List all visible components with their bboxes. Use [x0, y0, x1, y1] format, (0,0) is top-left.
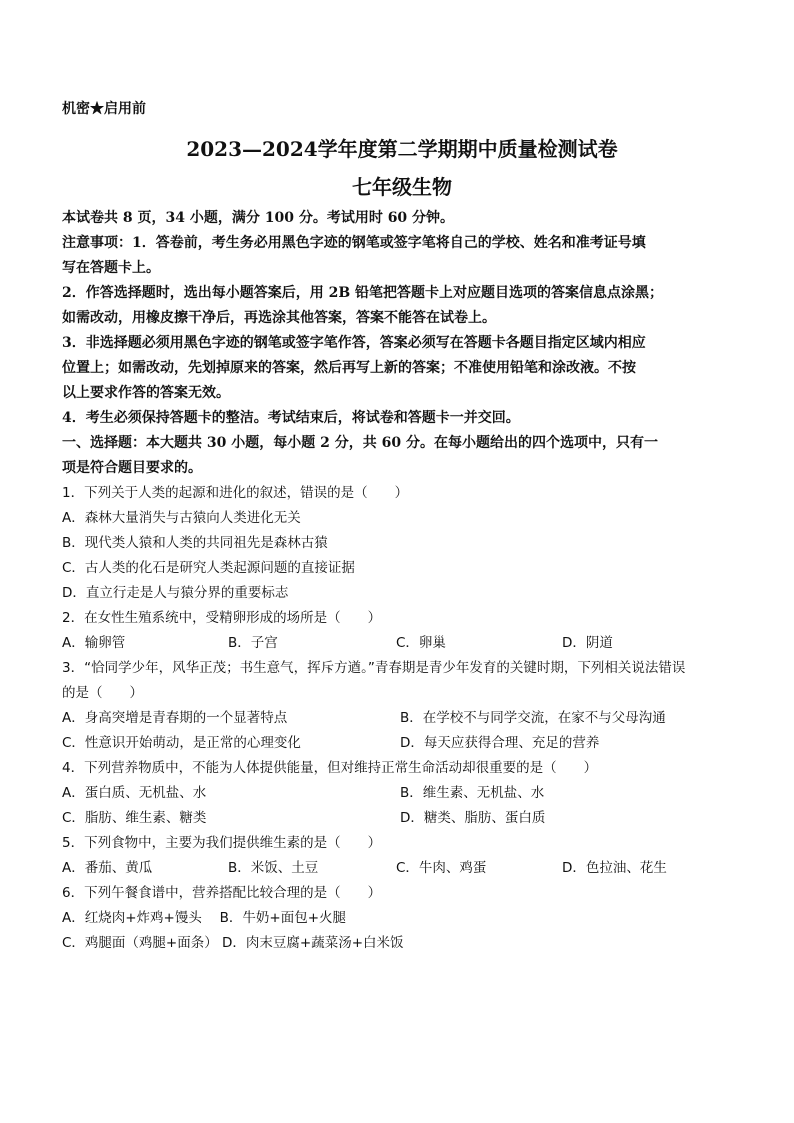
options-row	[62, 856, 742, 881]
question-stem: 3．“恰同学少年，风华正茂；书生意气，挥斥方遒。”青春期是青少年发育的关键时期，下列相关说法错误	[62, 660, 686, 676]
option-a: A．番茄、黄瓜	[62, 860, 153, 876]
option-a: A．蛋白质、无机盐、水	[62, 785, 207, 801]
option-c: C．古人类的化石是研究人类起源问题的直接证据	[62, 560, 355, 576]
options-line-cd: C．鸡腿面（鸡腿+面条） D．肉末豆腐+蔬菜汤+白米饭	[62, 935, 404, 951]
question-4	[62, 756, 742, 831]
question-2	[62, 606, 742, 656]
exam-subtitle: 七年级生物	[352, 175, 452, 199]
option-c: C．性意识开始萌动，是正常的心理变化	[62, 735, 301, 751]
instruction-line: 注意事项：1．答卷前，考生务必用黑色字迹的钢笔或签字笔将自己的学校、姓名和准考证号填	[62, 235, 646, 251]
exam-title: 2023—2024学年度第二学期期中质量检测试卷	[186, 137, 618, 161]
option-a: A．森林大量消失与古猿向人类进化无关	[62, 510, 301, 526]
options-row	[62, 731, 742, 756]
question-stem: 6．下列午餐食谱中，营养搭配比较合理的是（ ）	[62, 885, 382, 901]
option-b: B．在学校不与同学交流，在家不与父母沟通	[400, 710, 666, 726]
options-row	[62, 631, 742, 656]
question-stem: 5．下列食物中，主要为我们提供维生素的是（ ）	[62, 835, 382, 851]
option-d: D．阴道	[562, 635, 613, 651]
option-c: C．脂肪、维生素、糖类	[62, 810, 207, 826]
instruction-line: 位置上；如需改动，先划掉原来的答案，然后再写上新的答案；不准使用铅笔和涂改液。不按	[62, 360, 636, 376]
options-row	[62, 781, 742, 806]
question-stem: 4．下列营养物质中，不能为人体提供能量，但对维持正常生命活动却很重要的是（ ）	[62, 760, 598, 776]
option-d: D．色拉油、花生	[562, 860, 667, 876]
section-heading: 项是符合题目要求的。	[62, 460, 202, 476]
option-b: B．维生素、无机盐、水	[400, 785, 545, 801]
instruction-line: 以上要求作答的答案无效。	[62, 385, 230, 401]
instructions	[62, 206, 742, 481]
instruction-line: 本试卷共 8 页，34 小题，满分 100 分。考试用时 60 分钟。	[62, 210, 455, 226]
confidential-label: 机密★启用前	[62, 101, 146, 117]
section-heading: 一、选择题：本大题共 30 小题，每小题 2 分，共 60 分。在每小题给出的四个选项中，只有一	[62, 435, 658, 451]
instruction-line: 2．作答选择题时，选出每小题答案后，用 2B 铅笔把答题卡上对应题目选项的答案信息点涂黑；	[62, 285, 664, 301]
question-1	[62, 481, 742, 606]
option-a: A．身高突增是青春期的一个显著特点	[62, 710, 288, 726]
option-d: D．糖类、脂肪、蛋白质	[400, 810, 546, 826]
instruction-line: 3．非选择题必须用黑色字迹的钢笔或签字笔作答，答案必须写在答题卡各题目指定区域内相应	[62, 335, 646, 351]
instruction-line: 写在答题卡上。	[62, 260, 160, 276]
option-b: B．米饭、土豆	[228, 860, 319, 876]
options-row	[62, 706, 742, 731]
question-stem-continued: 的是（ ）	[62, 685, 143, 701]
option-c: C．牛肉、鸡蛋	[396, 860, 487, 876]
options-line-ab: A．红烧肉+炸鸡+馒头 B．牛奶+面包+火腿	[62, 910, 347, 926]
question-stem: 2．在女性生殖系统中，受精卵形成的场所是（ ）	[62, 610, 382, 626]
option-b: B．现代类人猿和人类的共同祖先是森林古猿	[62, 535, 328, 551]
exam-page	[62, 96, 742, 956]
instruction-line: 4．考生必须保持答题卡的整洁。考试结束后，将试卷和答题卡一并交回。	[62, 410, 520, 426]
question-5	[62, 831, 742, 881]
option-c: C．卵巢	[396, 635, 446, 651]
option-d: D．直立行走是人与猿分界的重要标志	[62, 585, 289, 601]
option-a: A．输卵管	[62, 635, 126, 651]
option-d: D．每天应获得合理、充足的营养	[400, 735, 600, 751]
options-row	[62, 806, 742, 831]
question-3	[62, 656, 742, 756]
option-b: B．子宫	[228, 635, 278, 651]
question-6	[62, 881, 742, 956]
instruction-line: 如需改动，用橡皮擦干净后，再选涂其他答案，答案不能答在试卷上。	[62, 310, 496, 326]
question-stem: 1．下列关于人类的起源和进化的叙述，错误的是（ ）	[62, 485, 409, 501]
